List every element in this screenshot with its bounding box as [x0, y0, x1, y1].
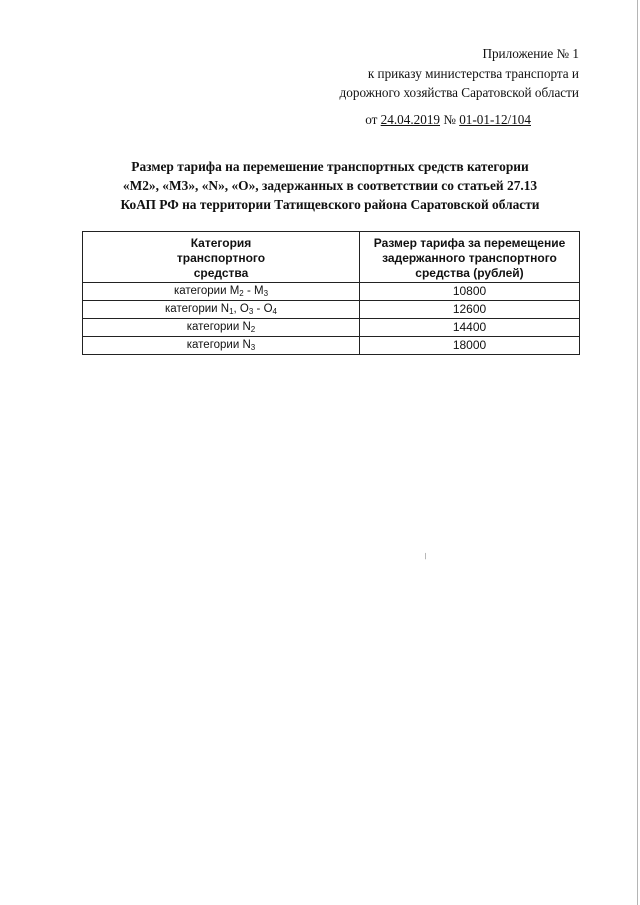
scan-edge-line [637, 0, 638, 905]
title-line-1: Размер тарифа на перемешение транспортных средств категории [131, 159, 529, 174]
category-prefix: категории [186, 339, 240, 351]
row-category [83, 283, 360, 301]
table-row [83, 301, 580, 319]
row-tariff: 18000 [360, 337, 580, 355]
category-prefix: категории [186, 321, 240, 333]
order-number: 01-01-12/104 [459, 112, 531, 127]
category-subscript: 2 [239, 289, 244, 298]
category-subscript: 3 [250, 343, 256, 352]
header-tariff [360, 232, 580, 283]
table-row [83, 319, 580, 337]
category-separator: - [253, 303, 264, 315]
header-category-line-2: транспортного [176, 251, 266, 265]
header-tariff-line-1: Размер тарифа за перемещение [373, 236, 566, 250]
category-code: M [253, 285, 264, 297]
category-subscript: 3 [248, 307, 254, 316]
row-category [83, 337, 360, 355]
document-title [80, 157, 580, 214]
appendix-line-3: дорожного хозяйства Саратовской области [339, 85, 579, 100]
category-subscript: 3 [263, 289, 269, 298]
scan-mark: / [422, 550, 429, 562]
category-separator: - [243, 285, 254, 297]
row-tariff: 14400 [360, 319, 580, 337]
category-separator: , [233, 303, 240, 315]
tariff-table [82, 231, 580, 355]
category-code: O [263, 303, 273, 315]
row-category [83, 301, 360, 319]
appendix-line-1: Приложение № 1 [482, 46, 579, 61]
title-line-2: «М2», «М3», «N», «О», задержанных в соответствии со статьей 27.13 [122, 178, 538, 193]
table-header-row [83, 232, 580, 283]
table-row [83, 337, 580, 355]
category-code: N [220, 303, 230, 315]
category-subscript: 1 [229, 307, 234, 316]
header-tariff-line-2: задержанного транспортного [382, 251, 557, 265]
order-number-sign: № [443, 112, 456, 127]
category-subscript: 4 [272, 307, 277, 316]
row-tariff: 10800 [360, 283, 580, 301]
category-code: O [239, 303, 249, 315]
header-category [83, 232, 360, 283]
header-tariff-line-3: средства (рублей) [415, 266, 524, 280]
category-code: M [229, 285, 240, 297]
order-reference [365, 112, 531, 128]
order-prefix: от [365, 112, 378, 127]
category-prefix: категории [173, 285, 227, 297]
table-row [83, 283, 580, 301]
appendix-header [340, 44, 579, 103]
category-code: N [242, 321, 251, 333]
title-line-3: КоАП РФ на территории Татищевского района Саратовской области [120, 197, 540, 212]
header-category-line-1: Категория [190, 236, 252, 250]
row-tariff: 12600 [360, 301, 580, 319]
category-subscript: 2 [250, 325, 256, 334]
row-category [83, 319, 360, 337]
order-date: 24.04.2019 [380, 112, 441, 127]
appendix-line-2: к приказу министерства транспорта и [367, 65, 579, 81]
category-code: N [242, 339, 251, 351]
category-prefix: категории [165, 303, 218, 315]
header-category-line-3: средства [193, 266, 249, 280]
